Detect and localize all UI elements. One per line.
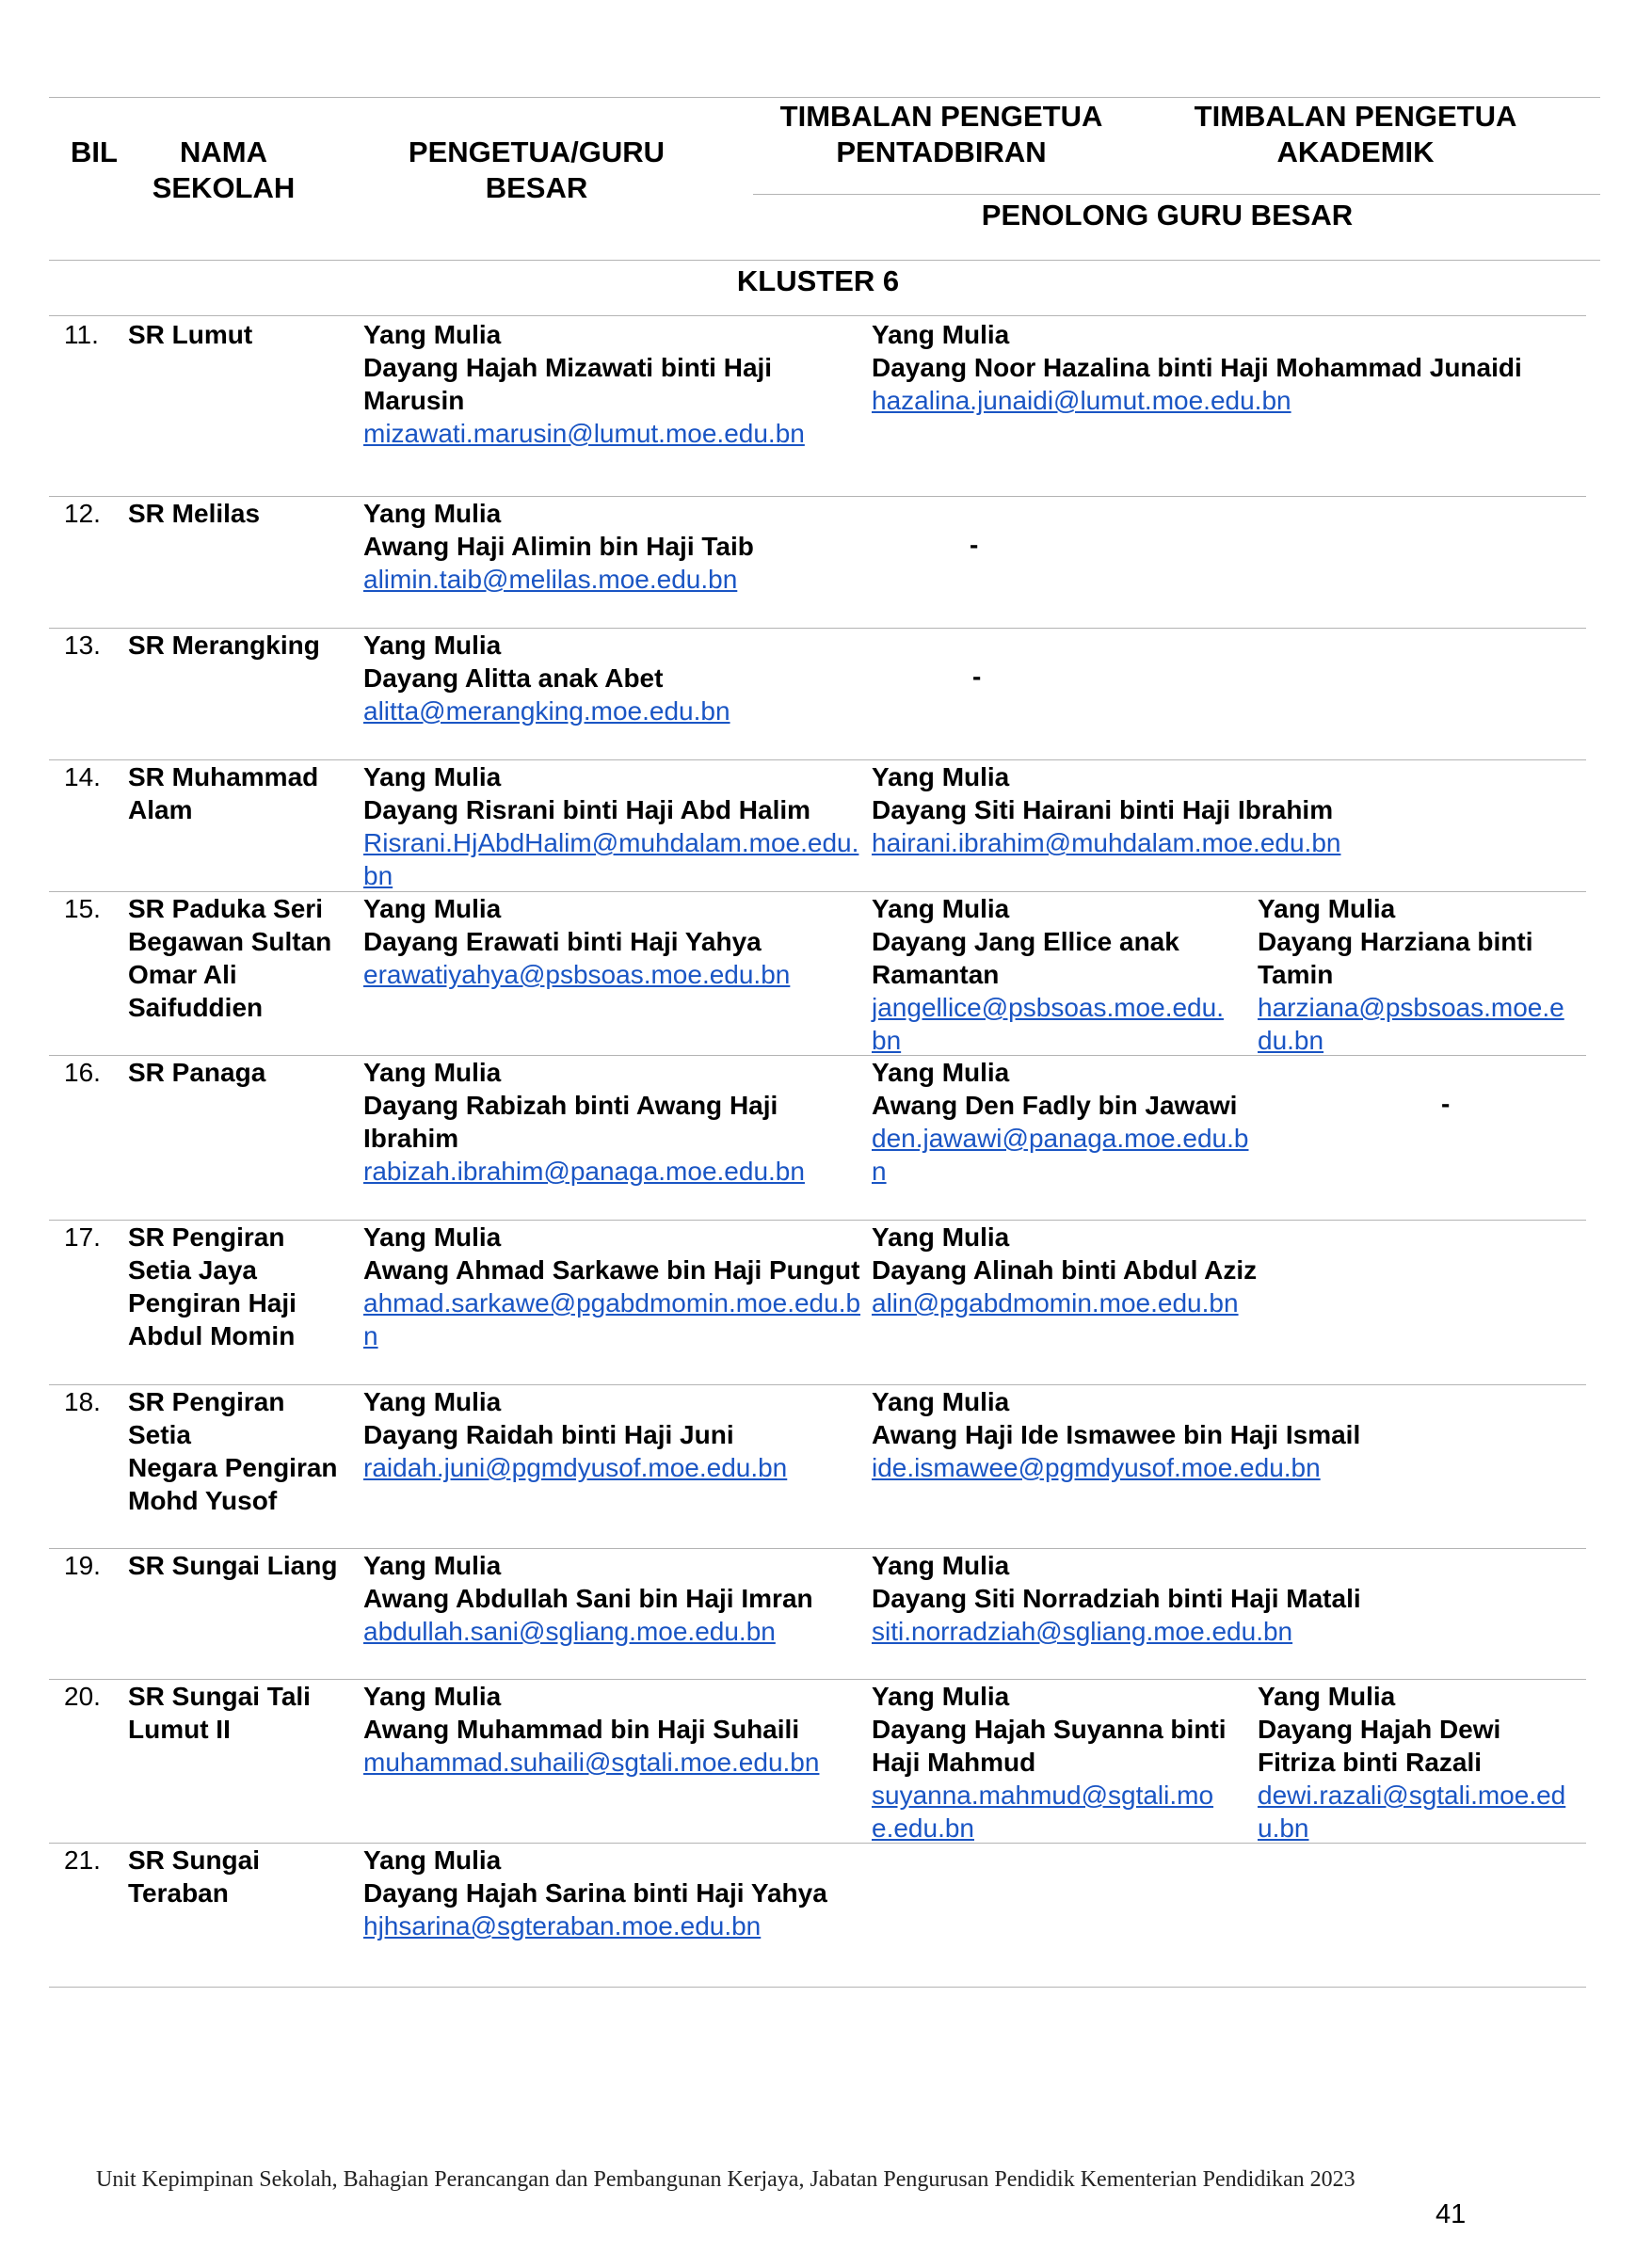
honorific: Yang Mulia [363,762,502,791]
header-mid-rule [753,194,1600,195]
header-bottom-rule [49,260,1600,261]
school-name: SR Merangking [128,631,320,660]
header-nama-sekolah: NAMA SEKOLAH [152,136,296,204]
penolong-cell [1258,892,1568,1057]
header-penolong: PENOLONG GURU BESAR [981,199,1354,232]
honorific: Yang Mulia [363,631,502,660]
honorific: Yang Mulia [872,762,1010,791]
timbalan-name: Dayang Siti Hairani binti Haji Ibrahim [872,795,1334,824]
pengetua-cell [363,1221,872,1352]
timbalan-email-link[interactable]: hairani.ibrahim@muhdalam.moe.edu.bn [872,828,1341,857]
row-number: 21. [64,1845,101,1875]
header-top-rule [49,97,1600,98]
pengetua-email-link[interactable]: Risrani.HjAbdHalim@muhdalam.moe.edu.bn [363,828,859,890]
school-name: SR Muhammad Alam [128,762,319,824]
honorific: Yang Mulia [872,1222,1010,1252]
school-name: SR Panaga [128,1058,266,1087]
school-name: SR Pengiran Setia Jaya Pengiran Haji Abdul Momin [128,1222,297,1350]
pengetua-cell [363,629,872,727]
honorific: Yang Mulia [872,1682,1010,1711]
timbalan-email-link[interactable]: ide.ismawee@pgmdyusof.moe.edu.bn [872,1453,1321,1482]
pengetua-email-link[interactable]: raidah.juni@pgmdyusof.moe.edu.bn [363,1453,788,1482]
pengetua-name: Awang Ahmad Sarkawe bin Haji Pungut [363,1255,860,1285]
penolong-name: Dayang Hajah Dewi Fitriza binti Razali [1258,1715,1501,1777]
pengetua-email-link[interactable]: alimin.taib@melilas.moe.edu.bn [363,565,738,594]
pengetua-email-link[interactable]: hjhsarina@sgteraban.moe.edu.bn [363,1911,762,1941]
honorific: Yang Mulia [363,894,502,923]
timbalan-name: Dayang Noor Hazalina binti Haji Mohammad Junaidi [872,353,1522,382]
timbalan-email-link[interactable]: suyanna.mahmud@sgtali.moe.edu.bn [872,1781,1214,1843]
school-name: SR Lumut [128,320,253,349]
pengetua-cell [363,497,872,596]
school-name: SR Paduka Seri Begawan Sultan Omar Ali Saifuddien [128,894,332,1022]
school-name: SR Melilas [128,499,261,528]
pengetua-email-link[interactable]: erawatiyahya@psbsoas.moe.edu.bn [363,960,791,989]
pengetua-cell [363,1056,872,1188]
honorific: Yang Mulia [363,1058,502,1087]
pengetua-cell [363,892,872,991]
timbalan-email-link[interactable]: den.jawawi@panaga.moe.edu.bn [872,1124,1249,1186]
row-number: 15. [64,894,101,923]
pengetua-name: Dayang Alitta anak Abet [363,663,664,693]
row-number: 19. [64,1551,101,1580]
timbalan-name: Awang Den Fadly bin Jawawi [872,1091,1238,1120]
school-name: SR Sungai Tali Lumut II [128,1682,311,1744]
timbalan-name: Awang Haji Ide Ismawee bin Haji Ismail [872,1420,1361,1449]
timbalan-cell [872,1056,1258,1188]
pengetua-name: Awang Abdullah Sani bin Haji Imran [363,1584,813,1613]
penolong-email-link[interactable]: dewi.razali@sgtali.moe.edu.bn [1258,1781,1566,1843]
honorific: Yang Mulia [363,1682,502,1711]
pengetua-name: Awang Haji Alimin bin Haji Taib [363,532,754,561]
honorific: Yang Mulia [872,1058,1010,1087]
pengetua-email-link[interactable]: alitta@merangking.moe.edu.bn [363,696,730,726]
pengetua-cell [363,318,872,450]
pengetua-email-link[interactable]: rabizah.ibrahim@panaga.moe.edu.bn [363,1157,805,1186]
row-number: 11. [64,320,99,349]
pengetua-email-link[interactable]: muhammad.suhaili@sgtali.moe.edu.bn [363,1748,820,1777]
row-number: 17. [64,1222,101,1252]
timbalan-name: Dayang Siti Norradziah binti Haji Matali [872,1584,1361,1613]
pengetua-cell [363,1385,872,1484]
row-number: 13. [64,631,101,660]
table-bottom-rule [49,1987,1586,1988]
empty-marker: - [970,530,979,559]
timbalan-cell [872,318,1587,417]
row-number: 18. [64,1387,101,1416]
empty-marker: - [1441,1089,1451,1118]
page-footer: Unit Kepimpinan Sekolah, Bahagian Perancangan dan Pembangunan Kerjaya, Jabatan Pengurusan Pendidik Kementerian Pendidikan 2023 [96,2167,1355,2192]
penolong-name: Dayang Harziana binti Tamin [1258,927,1533,989]
timbalan-cell [872,1680,1229,1845]
honorific: Yang Mulia [363,1222,502,1252]
pengetua-name: Dayang Hajah Sarina binti Haji Yahya [363,1878,827,1908]
honorific: Yang Mulia [872,1551,1010,1580]
pengetua-name: Dayang Rabizah binti Awang Haji Ibrahim [363,1091,778,1153]
pengetua-name: Dayang Raidah binti Haji Juni [363,1420,734,1449]
timbalan-email-link[interactable]: alin@pgabdmomin.moe.edu.bn [872,1288,1239,1318]
pengetua-email-link[interactable]: mizawati.marusin@lumut.moe.edu.bn [363,419,805,448]
pengetua-name: Dayang Erawati binti Haji Yahya [363,927,762,956]
timbalan-cell [872,760,1587,859]
school-name: SR Sungai Liang [128,1551,338,1580]
honorific: Yang Mulia [363,1387,502,1416]
page-number: 41 [1436,2199,1467,2229]
header-pengetua: PENGETUA/GURU BESAR [408,136,666,204]
timbalan-name: Dayang Alinah binti Abdul Aziz [872,1255,1258,1285]
honorific: Yang Mulia [1258,894,1396,923]
pengetua-name: Dayang Hajah Mizawati binti Haji Marusin [363,353,773,415]
timbalan-email-link[interactable]: hazalina.junaidi@lumut.moe.edu.bn [872,386,1291,415]
honorific: Yang Mulia [872,894,1010,923]
header-bil: BIL [71,136,118,168]
penolong-email-link[interactable]: harziana@psbsoas.moe.edu.bn [1258,993,1564,1055]
school-name: SR Pengiran Setia Negara Pengiran Mohd Yusof [128,1387,338,1515]
pengetua-name: Awang Muhammad bin Haji Suhaili [363,1715,800,1744]
header-timbalan-pentadbiran: TIMBALAN PENGETUA PENTADBIRAN [779,100,1103,168]
pengetua-name: Dayang Risrani binti Haji Abd Halim [363,795,811,824]
timbalan-name: Dayang Hajah Suyanna binti Haji Mahmud [872,1715,1227,1777]
kluster-rule [49,315,1586,316]
pengetua-cell [363,1844,872,1942]
pengetua-cell [363,1680,872,1779]
row-number: 12. [64,499,101,528]
penolong-cell [1258,1680,1568,1845]
row-number: 20. [64,1682,101,1711]
pengetua-cell [363,760,872,892]
timbalan-cell [872,1385,1587,1484]
timbalan-cell [872,1549,1587,1648]
header-timbalan-akademik: TIMBALAN PENGETUA AKADEMIK [1194,100,1517,168]
school-name: SR Sungai Teraban [128,1845,261,1908]
pengetua-cell [363,1549,872,1648]
honorific: Yang Mulia [872,320,1010,349]
pengetua-email-link[interactable]: ahmad.sarkawe@pgabdmomin.moe.edu.bn [363,1288,861,1350]
kluster-heading: KLUSTER 6 [736,264,900,297]
row-number: 16. [64,1058,101,1087]
honorific: Yang Mulia [363,499,502,528]
empty-marker: - [972,662,982,691]
timbalan-name: Dayang Jang Ellice anak Ramantan [872,927,1179,989]
timbalan-cell [872,892,1229,1057]
honorific: Yang Mulia [363,1551,502,1580]
timbalan-cell [872,1221,1258,1319]
timbalan-email-link[interactable]: jangellice@psbsoas.moe.edu.bn [872,993,1224,1055]
honorific: Yang Mulia [363,320,502,349]
row-number: 14. [64,762,101,791]
honorific: Yang Mulia [363,1845,502,1875]
timbalan-email-link[interactable]: siti.norradziah@sgliang.moe.edu.bn [872,1617,1293,1646]
honorific: Yang Mulia [872,1387,1010,1416]
pengetua-email-link[interactable]: abdullah.sani@sgliang.moe.edu.bn [363,1617,776,1646]
honorific: Yang Mulia [1258,1682,1396,1711]
